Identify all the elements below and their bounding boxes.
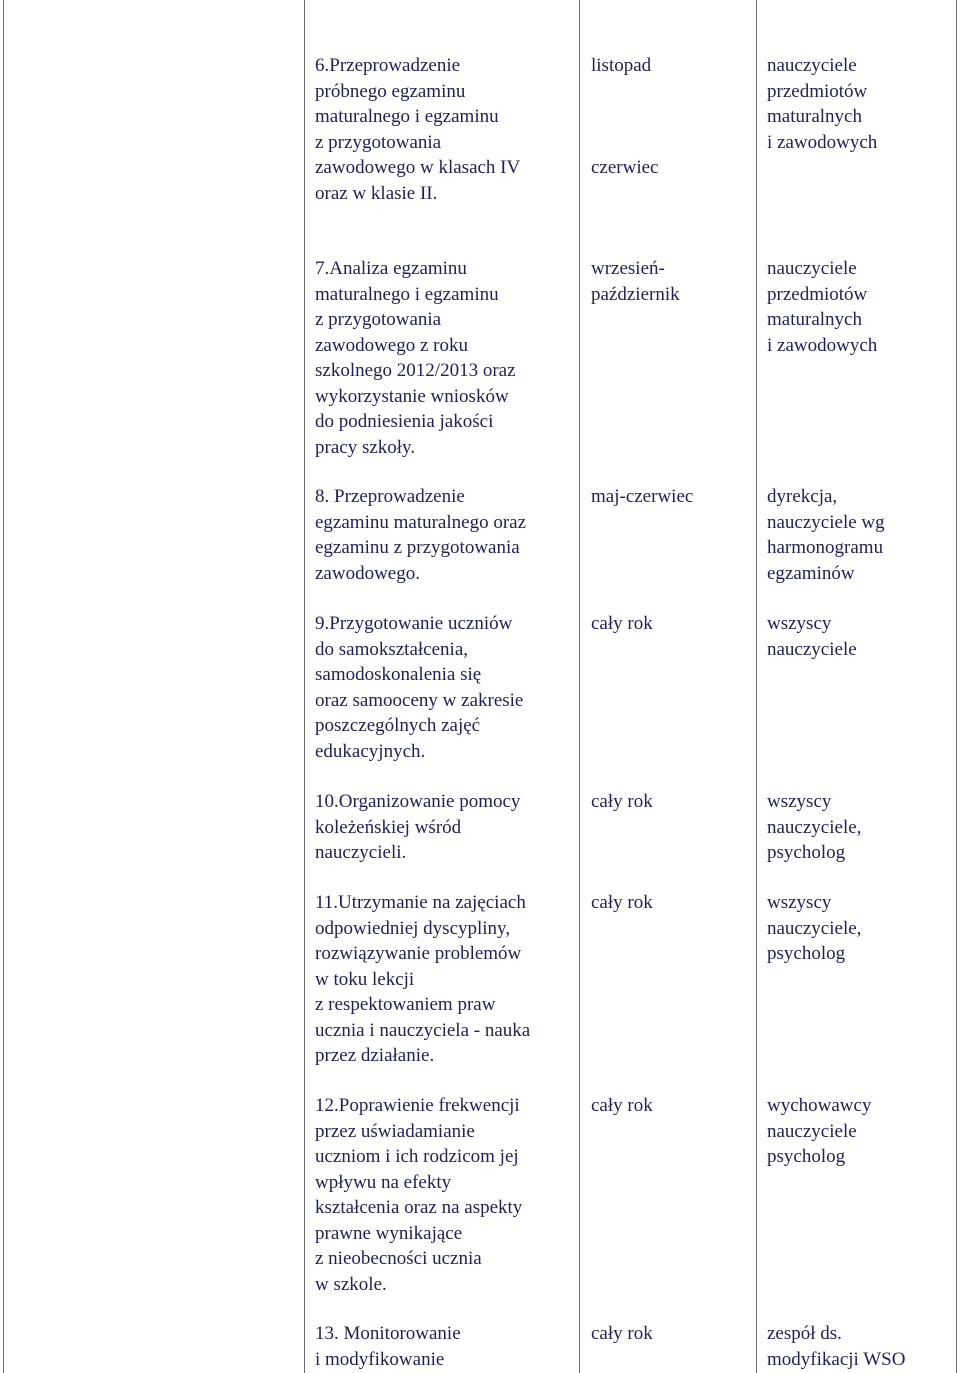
term-cell (591, 1321, 653, 1347)
responsible-cell-line: i zawodowych (767, 334, 878, 356)
responsible-cell-line: psycholog (767, 1146, 846, 1167)
responsible-cell (767, 611, 857, 662)
task-cell-line: pracy szkoły. (315, 436, 416, 458)
task-cell (315, 890, 530, 1069)
term-cell (591, 1093, 653, 1119)
responsible-cell-line: psycholog (767, 842, 846, 863)
task-cell-line: 7.Analiza egzaminu (315, 258, 467, 279)
task-cell-line: z przygotowania (315, 309, 442, 330)
responsible-cell (767, 890, 861, 967)
responsible-cell (767, 1093, 871, 1170)
responsible-cell (767, 256, 877, 358)
task-cell-line: próbnego egzaminu (315, 80, 466, 102)
task-cell-line: ucznia i nauczyciela - nauka (315, 1019, 531, 1041)
task-cell-line: oraz samooceny w zakresie (315, 689, 524, 711)
task-cell-line: poszczególnych zajęć (315, 715, 481, 736)
responsible-cell-line: przedmiotów (767, 80, 868, 102)
task-cell-line: egzaminu maturalnego oraz (315, 511, 527, 533)
term-cell (591, 890, 653, 916)
responsible-cell-line: maturalnych (767, 106, 862, 127)
task-cell-line: oraz w klasie II. (315, 182, 438, 204)
task-cell-line: 12.Poprawienie frekwencji (315, 1095, 520, 1116)
responsible-cell (767, 53, 877, 155)
responsible-cell-line: nauczyciele (767, 1120, 857, 1142)
responsible-cell-line: wszyscy (767, 613, 832, 634)
task-cell-line: maturalnego i egzaminu (315, 283, 499, 305)
task-cell-line: edukacyjnych. (315, 740, 426, 762)
task-cell-line: koleżeńskiej wśród (315, 816, 462, 838)
responsible-cell-line: wszyscy (767, 892, 832, 913)
term-cell (591, 789, 653, 815)
table-border-right (956, 0, 957, 1373)
task-cell-line: 8. Przeprowadzenie (315, 486, 465, 507)
responsible-cell (767, 484, 885, 586)
task-cell-line: uczniom i ich rodzicom jej (315, 1146, 519, 1167)
term-cell-line: cały rok (591, 1323, 653, 1344)
term-cell (591, 484, 693, 510)
task-cell-line: 10.Organizowanie pomocy (315, 791, 521, 812)
responsible-cell (767, 789, 861, 866)
table-column-divider (304, 0, 305, 1373)
term-cell-line (591, 104, 659, 130)
term-cell-line: czerwiec (591, 157, 659, 178)
task-cell-line: 9.Przygotowanie uczniów (315, 613, 513, 634)
responsible-cell-line: modyfikacji WSO (767, 1348, 906, 1370)
responsible-cell-line: egzaminów (767, 562, 855, 584)
task-cell-line: i modyfikowanie (315, 1348, 445, 1370)
responsible-cell-line: zespół ds. (767, 1323, 842, 1344)
table-border-left (3, 0, 4, 1373)
task-cell (315, 484, 526, 586)
responsible-cell-line: harmonogramu (767, 537, 884, 558)
task-cell-line: 13. Monitorowanie (315, 1323, 461, 1344)
task-cell (315, 53, 520, 206)
task-cell-line: nauczycieli. (315, 842, 407, 863)
task-cell-line: wpływu na efekty (315, 1171, 452, 1193)
task-cell-line: wykorzystanie wniosków (315, 385, 509, 407)
term-cell-line: cały rok (591, 892, 653, 913)
responsible-cell-line: nauczyciele, (767, 917, 862, 939)
task-cell-line: w szkole. (315, 1273, 387, 1295)
task-cell-line: z respektowaniem praw (315, 994, 496, 1015)
task-cell-line: zawodowego w klasach IV (315, 157, 521, 178)
responsible-cell-line: nauczyciele wg (767, 511, 885, 533)
task-cell-line: do samokształcenia, (315, 638, 469, 660)
responsible-cell-line: przedmiotów (767, 283, 868, 305)
term-cell (591, 611, 653, 637)
responsible-cell-line: dyrekcja, (767, 486, 838, 507)
task-cell (315, 1093, 522, 1297)
task-cell (315, 256, 516, 460)
responsible-cell-line: nauczyciele (767, 638, 857, 660)
task-cell-line: rozwiązywanie problemów (315, 943, 522, 964)
task-cell (315, 1321, 461, 1372)
task-cell-line: maturalnego i egzaminu (315, 106, 499, 127)
task-cell-line: samodoskonalenia się (315, 664, 482, 685)
table-column-divider (579, 0, 580, 1373)
term-cell-line: wrzesień- (591, 258, 665, 279)
task-cell-line: zawodowego. (315, 562, 420, 584)
task-cell-line: kształcenia oraz na aspekty (315, 1197, 523, 1218)
responsible-cell-line: psycholog (767, 943, 846, 964)
responsible-cell-line: maturalnych (767, 309, 862, 330)
responsible-cell (767, 1321, 905, 1372)
term-cell-line: listopad (591, 55, 652, 76)
task-cell-line: egzaminu z przygotowania (315, 537, 520, 558)
responsible-cell-line: nauczyciele (767, 55, 857, 76)
responsible-cell-line: wszyscy (767, 791, 832, 812)
task-cell-line: prawne wynikające (315, 1222, 463, 1244)
term-cell-line (591, 130, 659, 156)
task-cell-line: odpowiedniej dyscypliny, (315, 917, 511, 939)
task-cell (315, 789, 520, 866)
task-cell-line: przez działanie. (315, 1045, 435, 1066)
term-cell-line: cały rok (591, 791, 653, 812)
task-cell-line: 6.Przeprowadzenie (315, 55, 461, 76)
task-cell-line: przez uświadamianie (315, 1120, 475, 1142)
responsible-cell-line: nauczyciele, (767, 816, 862, 838)
task-cell (315, 611, 523, 764)
task-cell-line: z nieobecności ucznia (315, 1248, 482, 1269)
task-cell-line: z przygotowania (315, 131, 442, 153)
task-cell-line: 11.Utrzymanie na zajęciach (315, 892, 526, 913)
task-cell-line: szkolnego 2012/2013 oraz (315, 360, 516, 381)
term-cell-line: cały rok (591, 613, 653, 634)
term-cell (591, 53, 659, 181)
term-cell (591, 256, 680, 307)
term-cell-line: maj-czerwiec (591, 486, 694, 507)
task-cell-line: do podniesienia jakości (315, 411, 494, 432)
responsible-cell-line: i zawodowych (767, 131, 878, 153)
term-cell-line: cały rok (591, 1095, 653, 1116)
term-cell-line (591, 79, 659, 105)
task-cell-line: w toku lekcji (315, 968, 415, 990)
responsible-cell-line: wychowawcy (767, 1095, 872, 1116)
task-cell-line: zawodowego z roku (315, 334, 469, 356)
responsible-cell-line: nauczyciele (767, 258, 857, 279)
table-column-divider (756, 0, 757, 1373)
term-cell-line: październik (591, 283, 680, 305)
